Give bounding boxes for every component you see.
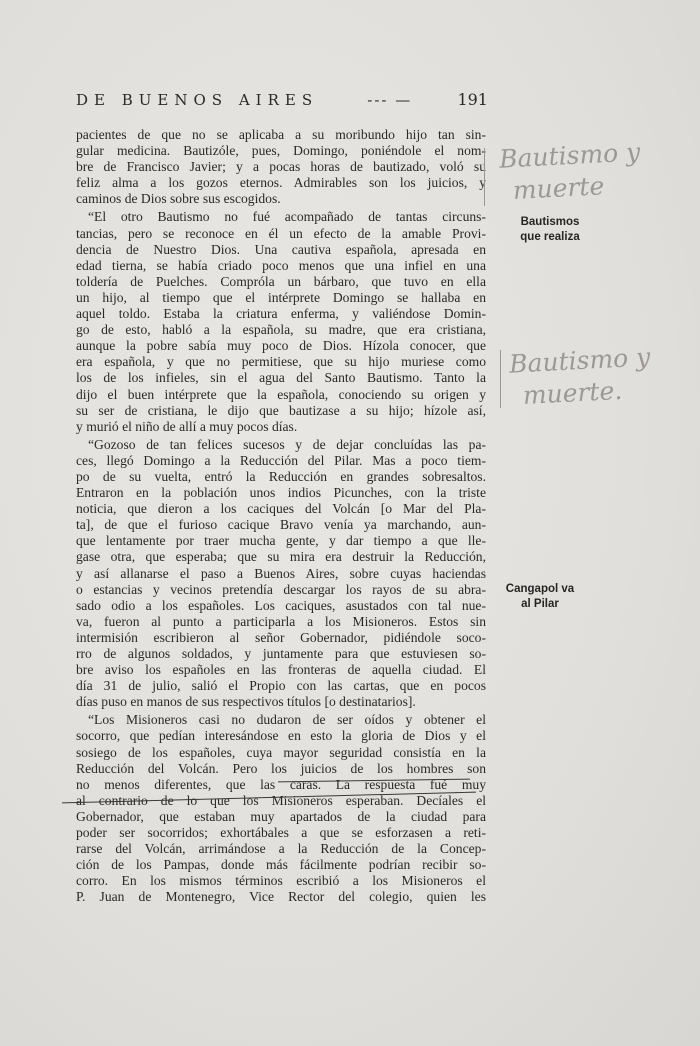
- margin-note-line: al Pilar: [521, 598, 559, 610]
- text-line: tancias, pero se reconoce en él un efecto de la amable Provi-: [76, 225, 486, 241]
- margin-note-bautismos: [500, 215, 600, 245]
- handwritten-annotation: [498, 136, 642, 207]
- text-line: ta], de que el furioso cacique Bravo venía ya marchando, aun-: [76, 517, 486, 533]
- header-title: DE BUENOS AIRES: [76, 91, 319, 109]
- handwritten-line: muerte.: [522, 375, 623, 411]
- text-line: dencia de Nuestro Dios. Una cautiva española, apresada en: [76, 241, 486, 257]
- text-line: “El otro Bautismo no fué acompañado de tantas circuns-: [88, 209, 486, 225]
- text-line: que lentamente por traer mucha gente, y dar tiempo a que lle-: [76, 533, 486, 549]
- text-line: pacientes de que no se aplicaba a su moribundo hijo tan sin-: [76, 127, 486, 142]
- text-line: sosiego de los españoles, cuya mayor seguridad consistía en la: [76, 744, 486, 760]
- paragraph-1: [76, 127, 486, 207]
- text-line: corro. En los mismos términos escribió a los Misioneros el: [76, 873, 486, 889]
- pencil-bracket: [500, 350, 501, 408]
- text-line: P. Juan de Montenegro, Vice Rector del colegio, quien les: [76, 889, 486, 905]
- text-line: go de esto, habló a la española, su madre, que era cristiana,: [76, 322, 486, 338]
- text-line: sado odio a los españoles. Los caciques, asustados con tal nue-: [76, 597, 486, 613]
- text-line: po de su vuelta, entró la Reducción en grandes sobresaltos.: [76, 468, 486, 484]
- text-line: noticia, que dieron a los caciques del Volcán [o Mar del Pla-: [76, 501, 486, 517]
- margin-note-line: Cangapol va: [505, 583, 575, 595]
- text-line: socorro, que pedían interesándose en esto la gloria de Dios y el: [76, 728, 486, 744]
- text-line: edad tierna, se había criado poco menos que una infiel en una: [76, 257, 486, 273]
- text-line: poder ser socorridos; exhortábales a que se esforzasen a reti-: [76, 825, 486, 841]
- text-line: Gobernador, que estaban muy apartados de la ciudad para: [76, 808, 486, 824]
- text-line: su ser de cristiana, le dijo que bautizase a su hijo; hízole así,: [76, 402, 486, 418]
- handwritten-line: muerte: [512, 171, 605, 206]
- text-line: aquel toldo. Estaba la criatura enferma, y valiéndose Domin-: [76, 306, 486, 322]
- margin-note-line: que realiza: [520, 231, 580, 243]
- paragraph-4: [76, 712, 486, 905]
- text-line: día 31 de julio, salió el Propio con las cartas, que en pocos: [76, 678, 486, 694]
- text-line: y murió el niño de allí a muy pocos días.: [76, 418, 298, 434]
- text-line: “Los Misioneros casi no dudaron de ser oídos y obtener el: [88, 712, 486, 728]
- paragraph-3: [76, 437, 486, 711]
- pencil-bracket: [484, 148, 485, 206]
- text-line: gular medicina. Bautizóle, pues, Domingo, poniéndole el nom-: [76, 143, 486, 159]
- page-number: 191: [457, 90, 488, 109]
- margin-note-cangapol: [488, 582, 592, 612]
- text-line: bre de Francisco Javier; y a pocas horas de bautizado, voló su: [76, 159, 486, 175]
- text-line: Entraron en la población unos indios Picunches, con la triste: [76, 485, 486, 501]
- text-line: feliz alma a los gozos eternos. Admirables son los juicios, y: [76, 175, 486, 191]
- text-line: toldería de Puelches. Compróla un bárbaro, que tuvo en ella: [76, 273, 486, 289]
- text-line: al contrario de lo que los Misioneros esperaban. Decíales el: [76, 792, 486, 808]
- text-line: bre aviso los españoles en las fronteras de aquella ciudad. El: [76, 662, 486, 678]
- text-line: no menos diferentes, que las caras. La respuesta fué muy: [76, 776, 486, 792]
- text-line: caminos de Dios sobre sus escogidos.: [76, 191, 281, 207]
- header-separator: --- —: [367, 91, 413, 109]
- running-header: [76, 90, 488, 109]
- text-line: va, fueron al punto a participarla a los Misioneros. Estos sin: [76, 613, 486, 629]
- handwritten-annotation: [508, 341, 652, 412]
- text-line: gase otra, que esperaba; que su mira era destruir la Reducción,: [76, 549, 486, 565]
- paragraph-2: [76, 209, 486, 434]
- handwritten-line: Bautismo y: [498, 137, 641, 174]
- text-line: los de los infieles, sin el agua del Santo Bautismo. Tanto la: [76, 370, 486, 386]
- text-line: ción de los Pampas, donde más fácilmente podrían recibir so-: [76, 857, 486, 873]
- text-line: ces, llegó Domingo a la Reducción del Pilar. Mas a poco tiem-: [76, 452, 486, 468]
- margin-note-line: Bautismos: [520, 216, 580, 228]
- text-line: “Gozoso de tan felices sucesos y de dejar concluídas las pa-: [88, 436, 486, 452]
- text-line: y así allanarse el paso a Buenos Aires, sobre cuyas haciendas: [76, 565, 486, 581]
- text-line: era española, y que no permitiese, que su hijo muriese como: [76, 354, 486, 370]
- text-line: o estancias y vecinos pretendía descargar los rayos de su abra-: [76, 581, 486, 597]
- text-line: aunque la pobre sabía muy poco de Dios. Hízola conocer, que: [76, 338, 486, 354]
- body-text: [76, 127, 486, 908]
- text-line: rarse del Volcán, arrimándose a la Reducción de la Concep-: [76, 841, 486, 857]
- handwritten-line: Bautismo y: [508, 342, 651, 379]
- text-line: días puso en manos de sus respectivos títulos [o destinatarios].: [76, 694, 416, 710]
- text-line: dijo el buen intérprete que la española, conociendo su origen y: [76, 386, 486, 402]
- text-line: Reducción del Volcán. Pero los juicios de los hombres son: [76, 760, 486, 776]
- text-line: intermisión escribieron al señor Gobernador, pidiéndole soco-: [76, 629, 486, 645]
- text-line: un hijo, al tiempo que el intérprete Domingo se hallaba en: [76, 289, 486, 305]
- text-line: rro de algunos soldados, y juntamente para que estuviesen so-: [76, 646, 486, 661]
